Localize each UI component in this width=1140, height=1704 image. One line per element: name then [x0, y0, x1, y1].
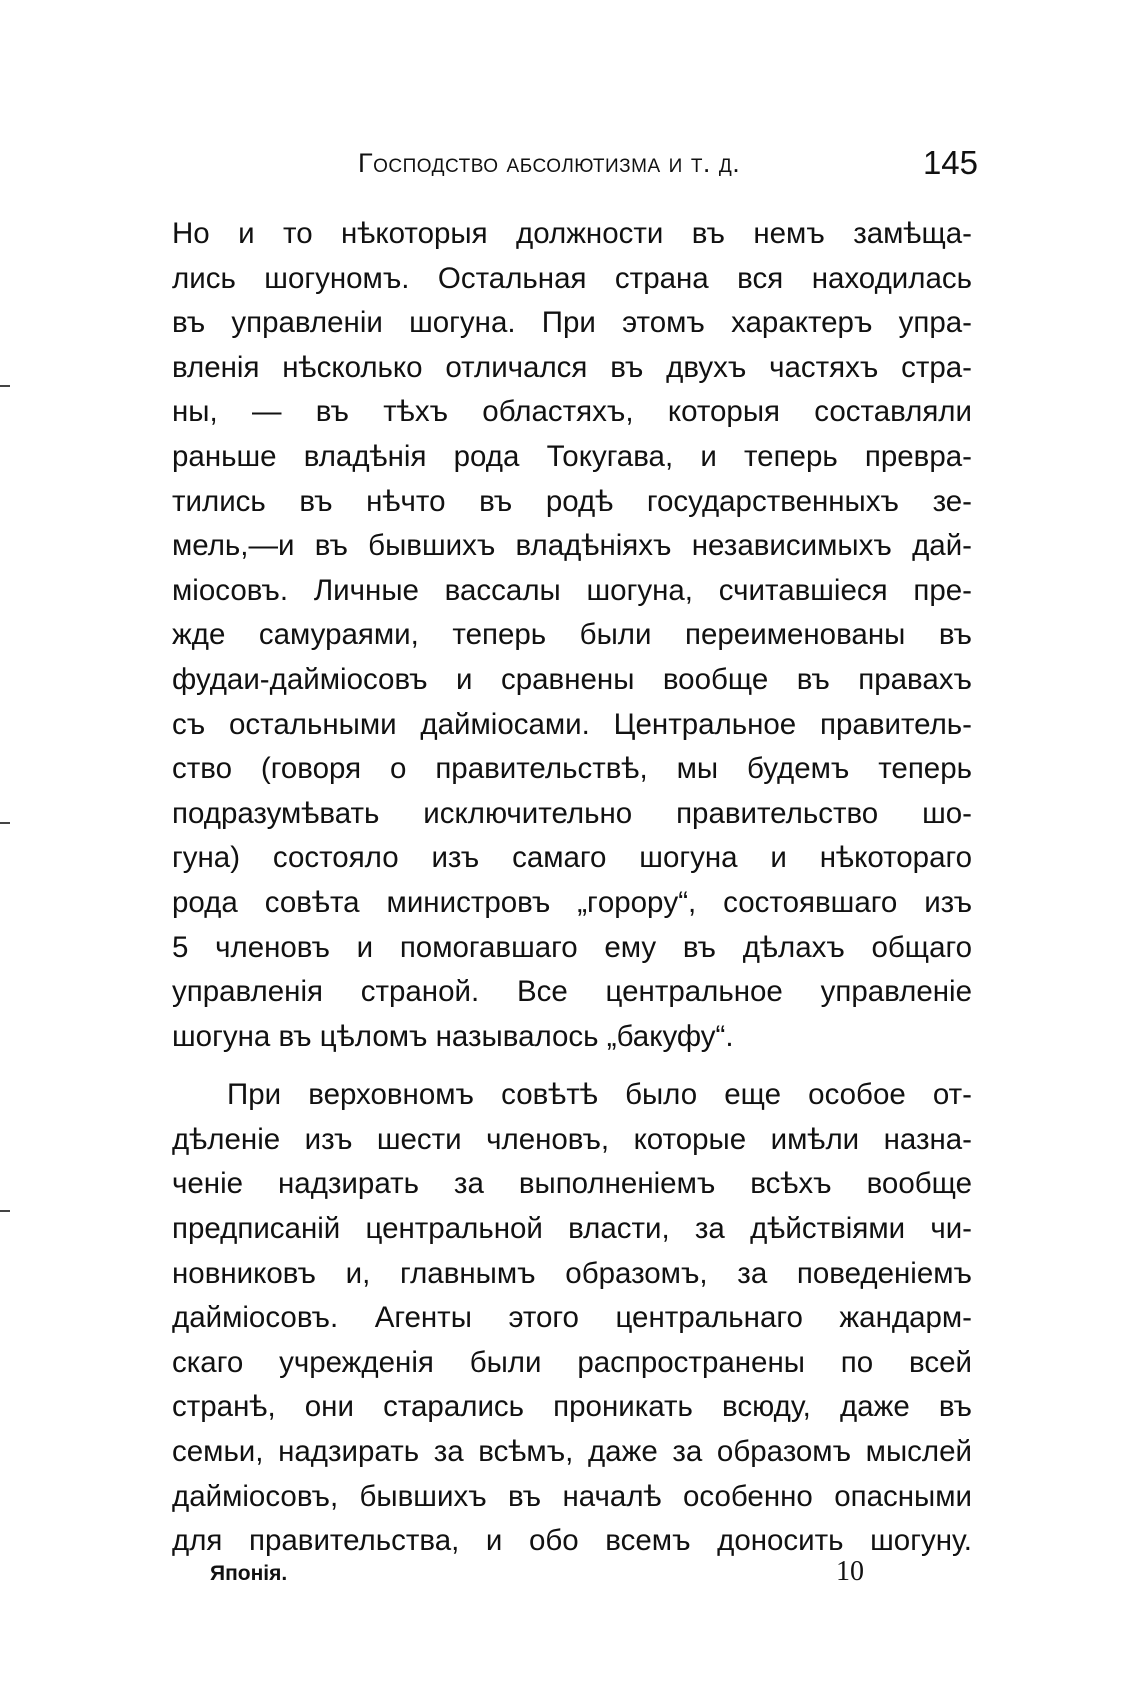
paragraph-2: [172, 1073, 972, 1564]
text-line: съ остальными дайміосами. Центральное правитель-: [172, 707, 972, 741]
margin-mark: [0, 385, 10, 387]
margin-mark: [0, 1210, 10, 1212]
text-line: дѣленіе изъ шести членовъ, которые имѣли назна-: [172, 1122, 972, 1156]
text-line: фудаи-дайміосовъ и сравнены вообще въ правахъ: [172, 662, 972, 696]
text-line: управленія страной. Все центральное управленіе: [172, 975, 972, 1009]
text-line: подразумѣвать исключительно правительство шо-: [172, 796, 972, 830]
text-line: въ управленіи шогуна. При этомъ характеръ упра-: [172, 306, 972, 340]
text-line: гуна) состояло изъ самаго шогуна и нѣкотораго: [172, 841, 972, 875]
text-line: рода совѣта министровъ „гopopy“, состоявшаго изъ: [172, 885, 972, 919]
text-line: жде самураями, теперь были переименованы въ: [172, 618, 972, 652]
signature-mark: Японія.: [210, 1562, 288, 1585]
paragraph-gap: [172, 1059, 972, 1073]
running-head: [358, 144, 978, 198]
text-line: семьи, надзирать за всѣмъ, даже за образомъ мыслей: [172, 1435, 972, 1469]
text-line: 5 членовъ и помогавшаго ему въ дѣлахъ общаго: [172, 930, 972, 964]
text-line: При верховномъ совѣтѣ было еще особое от-: [227, 1078, 972, 1112]
text-line: вленія нѣсколько отличался въ двухъ частяхъ стра-: [172, 350, 972, 384]
text-line: странѣ, они старались проникать всюду, даже въ: [172, 1390, 972, 1424]
margin-mark: [0, 822, 10, 824]
text-line: дайміосовъ, бывшихъ въ началѣ особенно опасными: [172, 1479, 972, 1513]
text-line: дайміосовъ. Агенты этого центральнаго жандарм-: [172, 1301, 972, 1335]
text-line: міосовъ. Личные вассалы шогуна, считавшіеся пре-: [172, 573, 972, 607]
text-line: ство (говоря о правительствѣ, мы будемъ теперь: [172, 752, 972, 786]
text-line: шогуна въ цѣломъ называлось „бакуфу“.: [172, 1019, 734, 1053]
page-number: 145: [922, 144, 978, 181]
text-line: скаго учрежденія были распространены по всей: [172, 1345, 972, 1379]
text-line: раньше владѣнія рода Токугава, и теперь превра-: [172, 439, 972, 473]
sheet-number: 10: [836, 1556, 864, 1587]
text-line: новниковъ и, главнымъ образомъ, за поведеніемъ: [172, 1256, 972, 1290]
text-line: мель,—и въ бывшихъ владѣніяхъ независимыхъ дай-: [172, 529, 972, 563]
text-line: для правительства, и обо всемъ доносить шогуну.: [172, 1524, 972, 1558]
paragraph-1: [172, 212, 972, 1059]
text-line: ны, — въ тѣхъ областяхъ, которыя составляли: [172, 395, 972, 429]
text-line: лись шогуномъ. Остальная страна вся находилась: [172, 261, 972, 295]
text-line: ченіе надзирать за выполненіемъ всѣхъ вообще: [172, 1167, 972, 1201]
text-line: предписаній центральной власти, за дѣйствіями чи-: [172, 1212, 972, 1246]
running-title: Господство абсолютизма и т. д.: [358, 148, 741, 178]
body-text: [172, 212, 972, 1564]
page-footer: [210, 1556, 870, 1596]
text-line: Но и то нѣкоторыя должности въ немъ замѣща-: [172, 217, 972, 250]
text-line: тились въ нѣчто въ родѣ государственныхъ зе-: [172, 484, 972, 518]
